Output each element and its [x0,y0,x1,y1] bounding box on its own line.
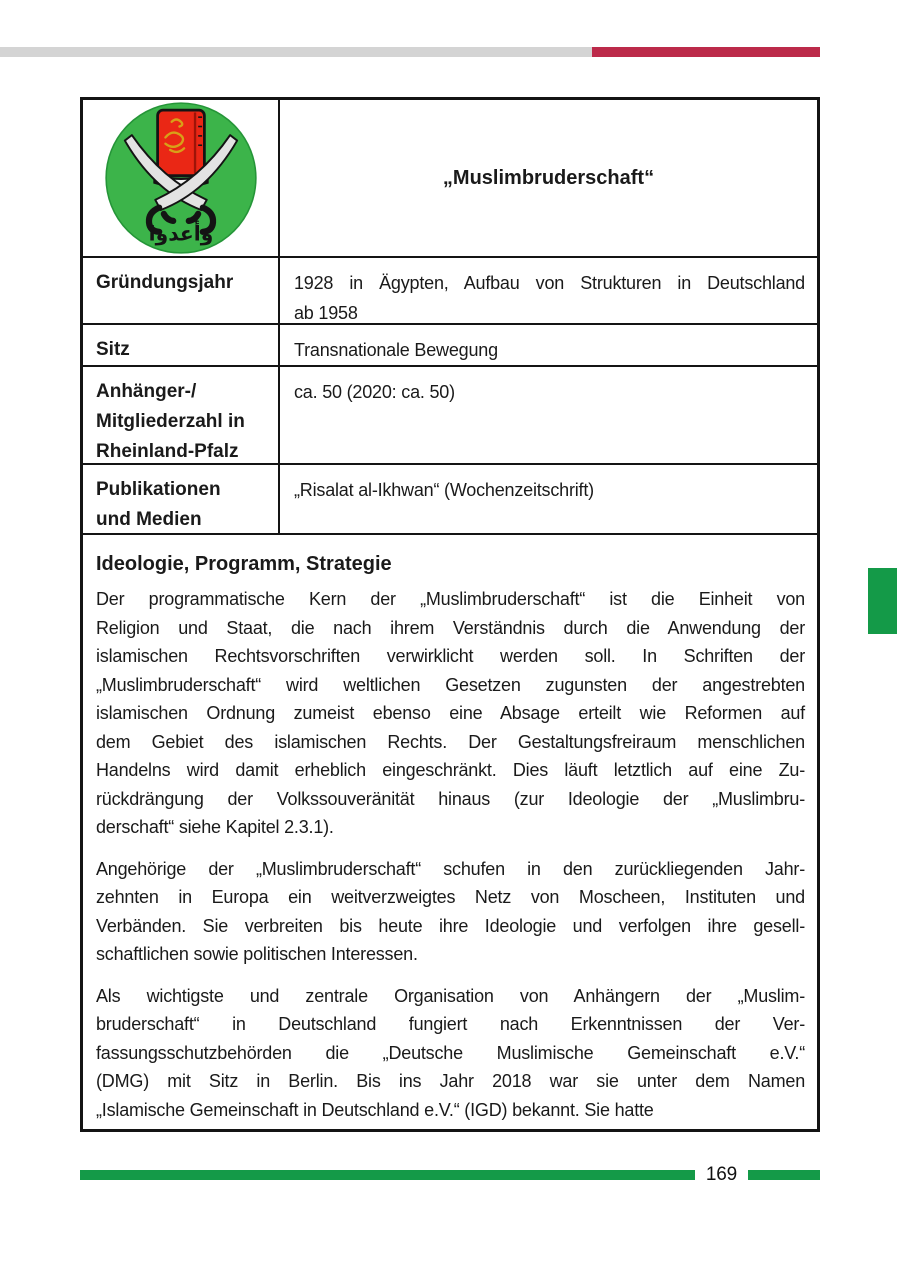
text-line: fassungsschutzbehörden die „Deutsche Muslimische Gemeinschaft e.V.“ [96,1042,805,1063]
row-label [83,325,280,365]
paragraph [96,982,805,1125]
section-body [96,585,805,1124]
section-heading: Ideologie, Programm, Strategie [96,553,392,575]
page-footer [80,1163,820,1187]
text-line: bruderschaft“ in Deutschland fungiert nach Erkenntnissen der Ver- [96,1014,805,1034]
row-value [280,258,817,328]
text-line: rückdrängung der Volkssouveränität hinaus (zur Ideologie der „Muslimbru- [96,788,805,809]
text-line: Religion und Staat, die nach ihrem Verständnis durch die Anwendung der [96,617,805,638]
text-line: 1928 in Ägypten, Aufbau von Strukturen in Deutschland [294,273,805,293]
row-label [83,465,280,535]
row-label [83,258,280,328]
logo-cell [83,100,280,256]
muslim-brotherhood-emblem-icon [103,100,259,256]
text-line: und Medien [96,509,202,530]
ideology-section [83,535,817,1137]
page-number: 169 [705,1164,737,1185]
table-row-gruendungsjahr [83,258,817,325]
chapter-side-tab [868,568,897,634]
text-line: Publikationen [96,479,221,500]
text-line: „Muslimbruderschaft“ wird weltlichen Gesetzen zugunsten der angestrebten [96,674,805,695]
text-line: Angehörige der „Muslimbruderschaft“ schufen in den zurückliegenden Jahr- [96,858,805,879]
text-line: islamischen Ordnung zumeist ebenso eine Absage erteilt wie Reformen auf [96,703,805,723]
paragraph [96,585,805,842]
text-line: derschaft“ siehe Kapitel 2.3.1). [96,817,334,837]
text-line: Transnationale Bewegung [294,340,498,360]
text-line: Gründungsjahr [96,272,234,293]
text-line: ab 1958 [294,303,358,323]
row-value [280,325,817,365]
text-line: Mitgliederzahl in [96,411,245,432]
text-line: Als wichtigste und zentrale Organisation von Anhängern der „Muslim- [96,985,805,1006]
row-label [83,367,280,467]
paragraph [96,855,805,969]
text-line: Anhänger-/ [96,381,197,402]
organization-info-table [80,97,820,1132]
row-value [280,367,817,467]
table-row-anhaengerzahl [83,367,817,465]
text-line: „Risalat al-Ikhwan“ (Wochenzeitschrift) [294,480,594,500]
row-value [280,465,817,535]
organization-title: „Muslimbruderschaft“ [442,166,655,189]
text-line: zehnten in Europa ein weitverzweigtes Netz von Moscheen, Instituten und [96,887,805,907]
text-line: (DMG) mit Sitz in Berlin. Bis ins Jahr 2018 war sie unter dem Namen [96,1071,805,1091]
table-row-publikationen [83,465,817,535]
text-line: schaftlichen sowie politischen Interessen. [96,944,418,964]
text-line: Handelns wird damit erheblich eingeschränkt. Dies läuft letztlich auf eine Zu- [96,760,805,780]
table-row-sitz [83,325,817,367]
top-bar-red [592,47,820,57]
text-line: Sitz [96,339,130,360]
text-line: dem Gebiet des islamischen Rechts. Der Gestaltungsfreiraum menschlichen [96,731,805,752]
footer-bar-long [80,1170,695,1180]
emblem-arabic-text: وأعدوا [148,223,213,246]
top-bar-gray [0,47,592,57]
text-line: Verbänden. Sie verbreiten bis heute ihre Ideologie und verfolgen ihre gesell- [96,915,805,936]
text-line: ca. 50 (2020: ca. 50) [294,382,455,402]
table-header-row [83,100,817,258]
text-line: „Islamische Gemeinschaft in Deutschland e.V.“ (IGD) bekannt. Sie hatte [96,1099,654,1120]
text-line: Der programmatische Kern der „Muslimbruderschaft“ ist die Einheit von [96,589,805,609]
footer-bar-short [748,1170,820,1180]
text-line: Rheinland-Pfalz [96,441,239,462]
text-line: islamischen Rechtsvorschriften verwirklicht werden soll. In Schriften der [96,646,805,666]
